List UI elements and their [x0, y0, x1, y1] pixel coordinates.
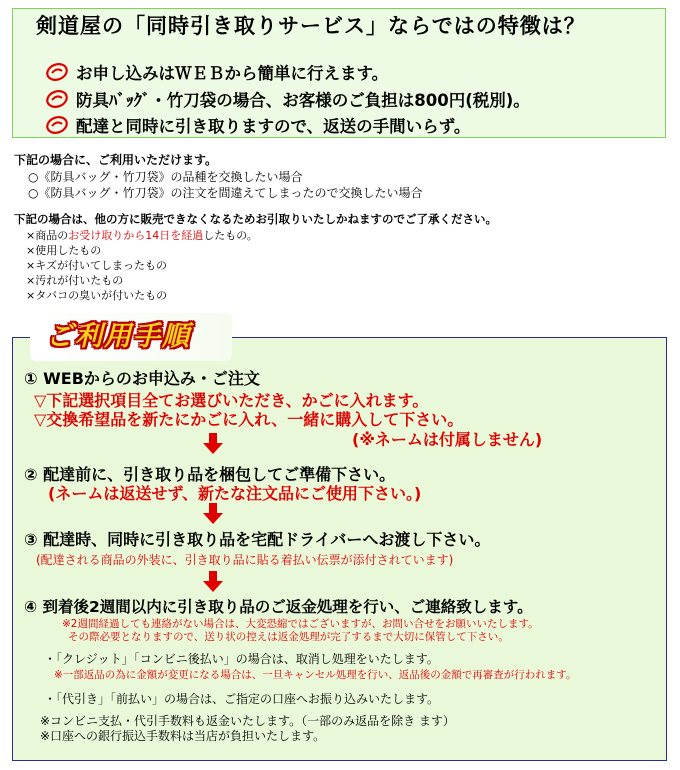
down-arrow-icon: [202, 503, 224, 525]
step-4-title: ④ 到着後2週間以内に引き取り品のご返金処理を行い、ご連絡致します。: [24, 598, 533, 616]
available-item: ○《防具バッグ・竹刀袋》の注文を間違えてしまったので交換したい場合: [28, 186, 423, 200]
step-3-note: (配達される商品の外装に、引き取り品に貼る着払い伝票が添付されています): [36, 553, 454, 567]
step-4-fee-note: ※コンビニ支払・代引手数料も返金いたします。（一部のみ返品を除き ます）: [40, 714, 455, 728]
available-heading: 下記の場合に、ご利用いただけます。: [14, 153, 218, 167]
step-4-cod-note: ・「代引き」「前払い」の場合は、ご指定の口座へお振り込みいたします。: [44, 692, 440, 706]
feature-item: [46, 87, 530, 111]
step-4-fee-note: ※口座への銀行振込手数料は当店が負担いたします。: [40, 729, 326, 743]
down-arrow-icon: [202, 433, 224, 455]
step-1-note: (※ネームは付属しません): [352, 430, 543, 449]
feature-item: [46, 60, 388, 84]
available-item: ○《防具バッグ・竹刀袋》の品種を交換したい場合: [28, 170, 303, 184]
unavailable-heading: 下記の場合は、他の方に販売できなくなるためお引取りいたしかねますのでご了承ください。: [14, 212, 497, 226]
unavailable-item: ×タバコの臭いが付いたもの: [26, 289, 168, 302]
unavailable-item: ×キズが付いてしまったもの: [26, 259, 167, 272]
step-2-title: ② 配達前に、引き取り品を梱包してご準備下さい。: [24, 465, 396, 484]
swirl-icon: [46, 63, 68, 81]
feature-item-text: 配達と同時に引き取りますので、返送の手間いらず。: [76, 117, 471, 136]
unavailable-item: ×汚れが付いたもの: [26, 274, 124, 287]
step-4-credit-warning: ※一部返品の為に金額が変更になる場合は、一旦キャンセル処理を行い、返品後の金額で再審査が行われます。: [54, 669, 577, 681]
unavailable-item: ×使用したもの: [26, 244, 102, 257]
feature-item-text: 防具ﾊﾞｯｸﾞ・竹刀袋の場合、お客様のご負担は800円(税別)。: [76, 91, 530, 110]
unavailable-item: ×商品のお受け取りから14日を経過したもの。: [26, 229, 258, 242]
step-1-instruction: ▽下記選択項目全てお選びいただき、かごに入れます。: [34, 391, 429, 410]
feature-title: 剣道屋の「同時引き取りサービス」ならではの特徴は？: [36, 14, 586, 38]
step-1-instruction: ▽交換希望品を新たにかごに入れ、一緒に購入して下さい。: [34, 410, 464, 429]
step-3-title: ③ 配達時、同時に引き取り品を宅配ドライバーへお渡し下さい。: [24, 530, 491, 549]
step-4-warning: ※2週間経過しても連絡がない場合は、大変恐縮ではございますが、お問い合せをお願いいたします。: [62, 618, 539, 630]
procedure-label: ご利用手順: [46, 321, 191, 352]
step-1-title: ① WEBからのお申込み・ご注文: [24, 369, 260, 388]
step-2-note: (ネームは返送せず、新たな注文品にご使用下さい。): [48, 484, 422, 503]
swirl-icon: [46, 90, 68, 108]
feature-item: [46, 113, 470, 137]
step-4-warning: その際必要となりますので、送り状の控えは返金処理が完了するまで大切に保管して下さい。: [68, 631, 509, 643]
feature-item-text: お申し込みはＷＥＢから簡単に行えます。: [76, 64, 389, 83]
step-4-credit-note: ・「クレジット」「コンビニ後払い」の場合は、取消し処理をいたします。: [44, 652, 439, 666]
down-arrow-icon: [202, 571, 224, 593]
swirl-icon: [46, 116, 68, 134]
